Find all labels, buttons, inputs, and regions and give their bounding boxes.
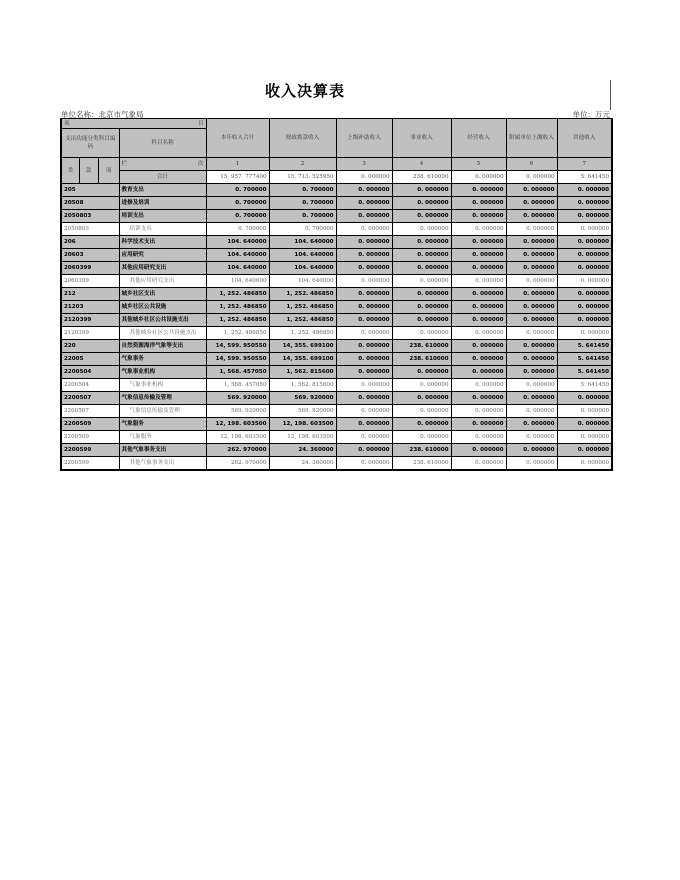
row-value-col-6: 0. 000000 <box>506 405 557 418</box>
row-subject-name: 科学技术支出 <box>119 236 206 249</box>
total-value: 238. 610000 <box>392 171 451 184</box>
row-code: 220 <box>61 340 119 353</box>
row-value-col-3: 0. 000000 <box>336 301 392 314</box>
row-value-col-7: 0. 000000 <box>557 275 612 288</box>
row-value-col-6: 0. 000000 <box>506 418 557 431</box>
table-row <box>61 223 612 236</box>
row-value-col-6: 0. 000000 <box>506 301 557 314</box>
row-value-col-6: 0. 000000 <box>506 431 557 444</box>
row-value-col-3: 0. 000000 <box>336 197 392 210</box>
col-number-7: 7 <box>557 158 612 171</box>
row-code: 2200509 <box>61 418 119 431</box>
row-value-col-2: 104. 640000 <box>269 249 336 262</box>
header-xiang: 项 <box>64 120 70 127</box>
row-value-col-3: 0. 000000 <box>336 184 392 197</box>
row-code: 2200507 <box>61 392 119 405</box>
total-value: 0. 000000 <box>336 171 392 184</box>
row-value-col-7: 0. 000000 <box>557 262 612 275</box>
row-subject-name: 气象事业机构 <box>119 366 206 379</box>
header-ci: 次 <box>197 161 204 167</box>
row-value-col-2: 1, 252. 486850 <box>269 327 336 340</box>
row-value-col-5: 0. 000000 <box>451 457 506 471</box>
row-value-col-6: 0. 000000 <box>506 340 557 353</box>
row-value-col-7: 5. 641450 <box>557 353 612 366</box>
row-subject-name: 其他城乡社区公共设施支出 <box>119 314 206 327</box>
row-value-col-4: 0. 000000 <box>392 392 451 405</box>
row-value-col-5: 0. 000000 <box>451 444 506 457</box>
row-value-col-6: 0. 000000 <box>506 288 557 301</box>
row-value-col-6: 0. 000000 <box>506 366 557 379</box>
row-value-col-4: 0. 000000 <box>392 301 451 314</box>
table-row <box>61 197 612 210</box>
row-value-col-3: 0. 000000 <box>336 275 392 288</box>
row-value-col-1: 1, 252. 486850 <box>206 288 269 301</box>
row-value-col-5: 0. 000000 <box>451 275 506 288</box>
row-value-col-7: 0. 000000 <box>557 327 612 340</box>
row-subject-name: 气象事务 <box>119 353 206 366</box>
row-subject-name: 教育支出 <box>119 184 206 197</box>
row-value-col-3: 0. 000000 <box>336 249 392 262</box>
row-value-col-1: 569. 920000 <box>206 405 269 418</box>
col-number-4: 4 <box>392 158 451 171</box>
row-code: 2200504 <box>61 366 119 379</box>
row-code: 2120399 <box>61 327 119 340</box>
row-value-col-5: 0. 000000 <box>451 431 506 444</box>
row-code: 2200509 <box>61 431 119 444</box>
row-value-col-4: 0. 000000 <box>392 431 451 444</box>
header-col-7: 其他收入 <box>557 119 612 158</box>
row-value-col-7: 0. 000000 <box>557 301 612 314</box>
row-value-col-7: 0. 000000 <box>557 405 612 418</box>
row-value-col-3: 0. 000000 <box>336 444 392 457</box>
row-value-col-5: 0. 000000 <box>451 366 506 379</box>
row-value-col-7: 0. 000000 <box>557 197 612 210</box>
row-value-col-4: 0. 000000 <box>392 210 451 223</box>
row-value-col-5: 0. 000000 <box>451 379 506 392</box>
header-row-1 <box>61 119 612 129</box>
unit-name: 单位名称：北京市气象局 <box>61 110 144 119</box>
row-value-col-6: 0. 000000 <box>506 184 557 197</box>
row-value-col-4: 238. 610000 <box>392 444 451 457</box>
row-code: 2060399 <box>61 275 119 288</box>
row-subject-name: 培训支出 <box>119 210 206 223</box>
row-subject-name: 气象信息传输及管理 <box>119 392 206 405</box>
row-value-col-7: 0. 000000 <box>557 210 612 223</box>
row-value-col-4: 0. 000000 <box>392 327 451 340</box>
row-value-col-3: 0. 000000 <box>336 340 392 353</box>
table-row <box>61 301 612 314</box>
row-value-col-5: 0. 000000 <box>451 262 506 275</box>
row-value-col-1: 262. 970000 <box>206 457 269 471</box>
row-value-col-1: 1, 252. 486850 <box>206 327 269 340</box>
row-subject-name: 气象信息传输及管理 <box>119 405 206 418</box>
row-code: 212 <box>61 288 119 301</box>
row-value-col-1: 14, 599. 950550 <box>206 353 269 366</box>
row-value-col-3: 0. 000000 <box>336 431 392 444</box>
row-value-col-1: 12, 198. 603500 <box>206 431 269 444</box>
col-number-2: 2 <box>269 158 336 171</box>
row-value-col-7: 0. 000000 <box>557 223 612 236</box>
row-subject-name: 城乡社区公共设施 <box>119 301 206 314</box>
row-value-col-4: 0. 000000 <box>392 314 451 327</box>
row-value-col-1: 1, 252. 486850 <box>206 301 269 314</box>
header-xiang-mu <box>61 119 206 129</box>
row-value-col-6: 0. 000000 <box>506 210 557 223</box>
row-subject-name: 应用研究 <box>119 249 206 262</box>
total-value: 15, 957. 777400 <box>206 171 269 184</box>
row-value-col-5: 0. 000000 <box>451 392 506 405</box>
row-value-col-6: 0. 000000 <box>506 457 557 471</box>
row-value-col-7: 0. 000000 <box>557 444 612 457</box>
row-value-col-5: 0. 000000 <box>451 327 506 340</box>
col-number-3: 3 <box>336 158 392 171</box>
row-value-col-3: 0. 000000 <box>336 457 392 471</box>
row-value-col-1: 1, 568. 457050 <box>206 379 269 392</box>
row-value-col-2: 14, 355. 699100 <box>269 340 336 353</box>
row-value-col-2: 569. 920000 <box>269 392 336 405</box>
total-value: 0. 000000 <box>506 171 557 184</box>
row-value-col-6: 0. 000000 <box>506 223 557 236</box>
row-value-col-4: 238. 610000 <box>392 353 451 366</box>
revenue-final-accounts-table <box>60 118 613 471</box>
row-value-col-3: 0. 000000 <box>336 288 392 301</box>
row-subject-name: 其他气象事务支出 <box>119 457 206 471</box>
header-lan: 栏 <box>121 161 128 167</box>
row-value-col-7: 0. 000000 <box>557 236 612 249</box>
total-row <box>61 171 612 184</box>
row-value-col-1: 0. 700000 <box>206 210 269 223</box>
table-row <box>61 366 612 379</box>
row-value-col-6: 0. 000000 <box>506 353 557 366</box>
header-lan-ci <box>119 158 206 171</box>
row-value-col-2: 0. 700000 <box>269 197 336 210</box>
row-value-col-3: 0. 000000 <box>336 236 392 249</box>
row-value-col-2: 0. 700000 <box>269 184 336 197</box>
row-value-col-4: 0. 000000 <box>392 197 451 210</box>
row-code: 2200504 <box>61 379 119 392</box>
row-subject-name: 城乡社区支出 <box>119 288 206 301</box>
header-kuan: 款 <box>79 158 98 184</box>
row-value-col-6: 0. 000000 <box>506 392 557 405</box>
row-subject-name: 气象服务 <box>119 431 206 444</box>
row-value-col-3: 0. 000000 <box>336 210 392 223</box>
row-value-col-7: 5. 641450 <box>557 379 612 392</box>
table-row <box>61 418 612 431</box>
row-value-col-4: 238. 610000 <box>392 340 451 353</box>
row-subject-name: 进修及培训 <box>119 197 206 210</box>
row-value-col-6: 0. 000000 <box>506 379 557 392</box>
col-number-6: 6 <box>506 158 557 171</box>
row-value-col-7: 0. 000000 <box>557 457 612 471</box>
row-value-col-5: 0. 000000 <box>451 184 506 197</box>
row-value-col-2: 0. 700000 <box>269 210 336 223</box>
row-code: 2200599 <box>61 444 119 457</box>
table-row <box>61 327 612 340</box>
row-subject-name: 其他气象事务支出 <box>119 444 206 457</box>
table-row <box>61 353 612 366</box>
row-value-col-6: 0. 000000 <box>506 444 557 457</box>
total-label: 合计 <box>119 171 206 184</box>
row-code: 206 <box>61 236 119 249</box>
table-row <box>61 379 612 392</box>
row-value-col-2: 569. 920000 <box>269 405 336 418</box>
table-row <box>61 314 612 327</box>
table-row <box>61 340 612 353</box>
row-value-col-7: 5. 641450 <box>557 366 612 379</box>
header-col-5: 经营收入 <box>451 119 506 158</box>
row-value-col-1: 104. 640000 <box>206 275 269 288</box>
row-value-col-1: 0. 700000 <box>206 197 269 210</box>
row-value-col-2: 104. 640000 <box>269 262 336 275</box>
table-row <box>61 457 612 471</box>
row-code: 2050803 <box>61 210 119 223</box>
unit-label: 单位：万元 <box>572 110 610 119</box>
row-value-col-5: 0. 000000 <box>451 288 506 301</box>
row-value-col-2: 1, 252. 486850 <box>269 288 336 301</box>
row-value-col-2: 12, 198. 603500 <box>269 418 336 431</box>
row-value-col-7: 0. 000000 <box>557 431 612 444</box>
header-col-3: 上级补助收入 <box>336 119 392 158</box>
row-value-col-1: 1, 568. 457050 <box>206 366 269 379</box>
row-value-col-7: 0. 000000 <box>557 418 612 431</box>
total-value: 0. 000000 <box>451 171 506 184</box>
row-value-col-7: 0. 000000 <box>557 288 612 301</box>
row-value-col-6: 0. 000000 <box>506 249 557 262</box>
table-row <box>61 431 612 444</box>
table-row <box>61 444 612 457</box>
row-code: 2060399 <box>61 262 119 275</box>
row-value-col-5: 0. 000000 <box>451 418 506 431</box>
header-code-group: 支出功能分类科目编码 <box>61 129 119 158</box>
header-col-6: 附属单位上缴收入 <box>506 119 557 158</box>
row-value-col-4: 0. 000000 <box>392 249 451 262</box>
row-code: 2200599 <box>61 457 119 471</box>
row-value-col-5: 0. 000000 <box>451 301 506 314</box>
table-row <box>61 236 612 249</box>
row-value-col-1: 262. 970000 <box>206 444 269 457</box>
row-value-col-3: 0. 000000 <box>336 418 392 431</box>
row-value-col-5: 0. 000000 <box>451 249 506 262</box>
row-value-col-6: 0. 000000 <box>506 327 557 340</box>
header-xiang2: 项 <box>98 158 119 184</box>
row-subject-name: 气象事业机构 <box>119 379 206 392</box>
table-row <box>61 184 612 197</box>
row-value-col-6: 0. 000000 <box>506 314 557 327</box>
header-row-3 <box>61 158 612 171</box>
header-col-1: 本年收入合计 <box>206 119 269 158</box>
row-code: 2050803 <box>61 223 119 236</box>
row-value-col-7: 0. 000000 <box>557 392 612 405</box>
row-value-col-2: 1, 252. 486850 <box>269 314 336 327</box>
row-code: 22005 <box>61 353 119 366</box>
total-value: 15, 713. 525950 <box>269 171 336 184</box>
row-value-col-1: 0. 700000 <box>206 184 269 197</box>
row-value-col-6: 0. 000000 <box>506 262 557 275</box>
header-col-4: 事业收入 <box>392 119 451 158</box>
row-value-col-5: 0. 000000 <box>451 353 506 366</box>
row-value-col-3: 0. 000000 <box>336 392 392 405</box>
row-value-col-5: 0. 000000 <box>451 340 506 353</box>
row-value-col-5: 0. 000000 <box>451 236 506 249</box>
row-value-col-3: 0. 000000 <box>336 353 392 366</box>
table-row <box>61 392 612 405</box>
row-subject-name: 自然资源海洋气象等支出 <box>119 340 206 353</box>
header-lei: 类 <box>61 158 79 184</box>
row-value-col-5: 0. 000000 <box>451 210 506 223</box>
table-row <box>61 288 612 301</box>
row-value-col-2: 12, 198. 603500 <box>269 431 336 444</box>
row-value-col-3: 0. 000000 <box>336 223 392 236</box>
row-value-col-2: 24. 360000 <box>269 444 336 457</box>
row-value-col-4: 0. 000000 <box>392 405 451 418</box>
row-value-col-1: 104. 640000 <box>206 262 269 275</box>
header-col-2: 财政拨款收入 <box>269 119 336 158</box>
row-code: 205 <box>61 184 119 197</box>
col-number-1: 1 <box>206 158 269 171</box>
row-value-col-3: 0. 000000 <box>336 379 392 392</box>
row-subject-name: 其他应用研究支出 <box>119 275 206 288</box>
row-value-col-2: 1, 562. 815600 <box>269 379 336 392</box>
row-value-col-1: 14, 599. 950550 <box>206 340 269 353</box>
row-subject-name: 其他应用研究支出 <box>119 262 206 275</box>
row-value-col-5: 0. 000000 <box>451 405 506 418</box>
row-value-col-7: 0. 000000 <box>557 184 612 197</box>
table-row <box>61 262 612 275</box>
page-divider <box>610 80 611 110</box>
row-value-col-5: 0. 000000 <box>451 223 506 236</box>
row-value-col-1: 104. 640000 <box>206 249 269 262</box>
page-title <box>0 80 610 101</box>
header-mu: 目 <box>197 120 204 127</box>
row-code: 21203 <box>61 301 119 314</box>
row-value-col-2: 104. 640000 <box>269 236 336 249</box>
row-value-col-4: 0. 000000 <box>392 184 451 197</box>
row-value-col-4: 0. 000000 <box>392 275 451 288</box>
row-value-col-3: 0. 000000 <box>336 405 392 418</box>
page-title-text: 收入决算表 <box>264 82 345 100</box>
row-code: 20508 <box>61 197 119 210</box>
row-value-col-4: 0. 000000 <box>392 366 451 379</box>
row-value-col-1: 12, 198. 603500 <box>206 418 269 431</box>
row-value-col-1: 104. 640000 <box>206 236 269 249</box>
row-code: 2120399 <box>61 314 119 327</box>
row-subject-name: 气象服务 <box>119 418 206 431</box>
row-subject-name: 其他城乡社区公共设施支出 <box>119 327 206 340</box>
row-value-col-2: 104. 640000 <box>269 275 336 288</box>
row-value-col-2: 1, 562. 815600 <box>269 366 336 379</box>
row-value-col-6: 0. 000000 <box>506 236 557 249</box>
table-row <box>61 275 612 288</box>
row-value-col-4: 0. 000000 <box>392 418 451 431</box>
row-value-col-7: 5. 641450 <box>557 340 612 353</box>
row-value-col-6: 0. 000000 <box>506 197 557 210</box>
header-subject-name: 科目名称 <box>119 129 206 158</box>
row-value-col-3: 0. 000000 <box>336 366 392 379</box>
row-subject-name: 培训支出 <box>119 223 206 236</box>
row-value-col-3: 0. 000000 <box>336 262 392 275</box>
row-value-col-6: 0. 000000 <box>506 275 557 288</box>
row-value-col-5: 0. 000000 <box>451 314 506 327</box>
col-number-5: 5 <box>451 158 506 171</box>
row-value-col-2: 0. 700000 <box>269 223 336 236</box>
row-value-col-3: 0. 000000 <box>336 327 392 340</box>
row-value-col-1: 0. 700000 <box>206 223 269 236</box>
row-value-col-4: 0. 000000 <box>392 236 451 249</box>
row-value-col-3: 0. 000000 <box>336 314 392 327</box>
row-value-col-2: 14, 355. 699100 <box>269 353 336 366</box>
row-value-col-5: 0. 000000 <box>451 197 506 210</box>
table-row <box>61 249 612 262</box>
table-row <box>61 210 612 223</box>
row-value-col-4: 0. 000000 <box>392 223 451 236</box>
row-value-col-1: 1, 252. 486850 <box>206 314 269 327</box>
row-value-col-4: 0. 000000 <box>392 262 451 275</box>
row-code: 20603 <box>61 249 119 262</box>
row-value-col-7: 0. 000000 <box>557 249 612 262</box>
row-value-col-7: 0. 000000 <box>557 314 612 327</box>
table-row <box>61 405 612 418</box>
row-value-col-4: 238. 610000 <box>392 457 451 471</box>
row-value-col-4: 0. 000000 <box>392 288 451 301</box>
row-value-col-4: 0. 000000 <box>392 379 451 392</box>
total-value: 5. 641450 <box>557 171 612 184</box>
row-code: 2200507 <box>61 405 119 418</box>
row-value-col-1: 569. 920000 <box>206 392 269 405</box>
row-value-col-2: 24. 360000 <box>269 457 336 471</box>
row-value-col-2: 1, 252. 486850 <box>269 301 336 314</box>
